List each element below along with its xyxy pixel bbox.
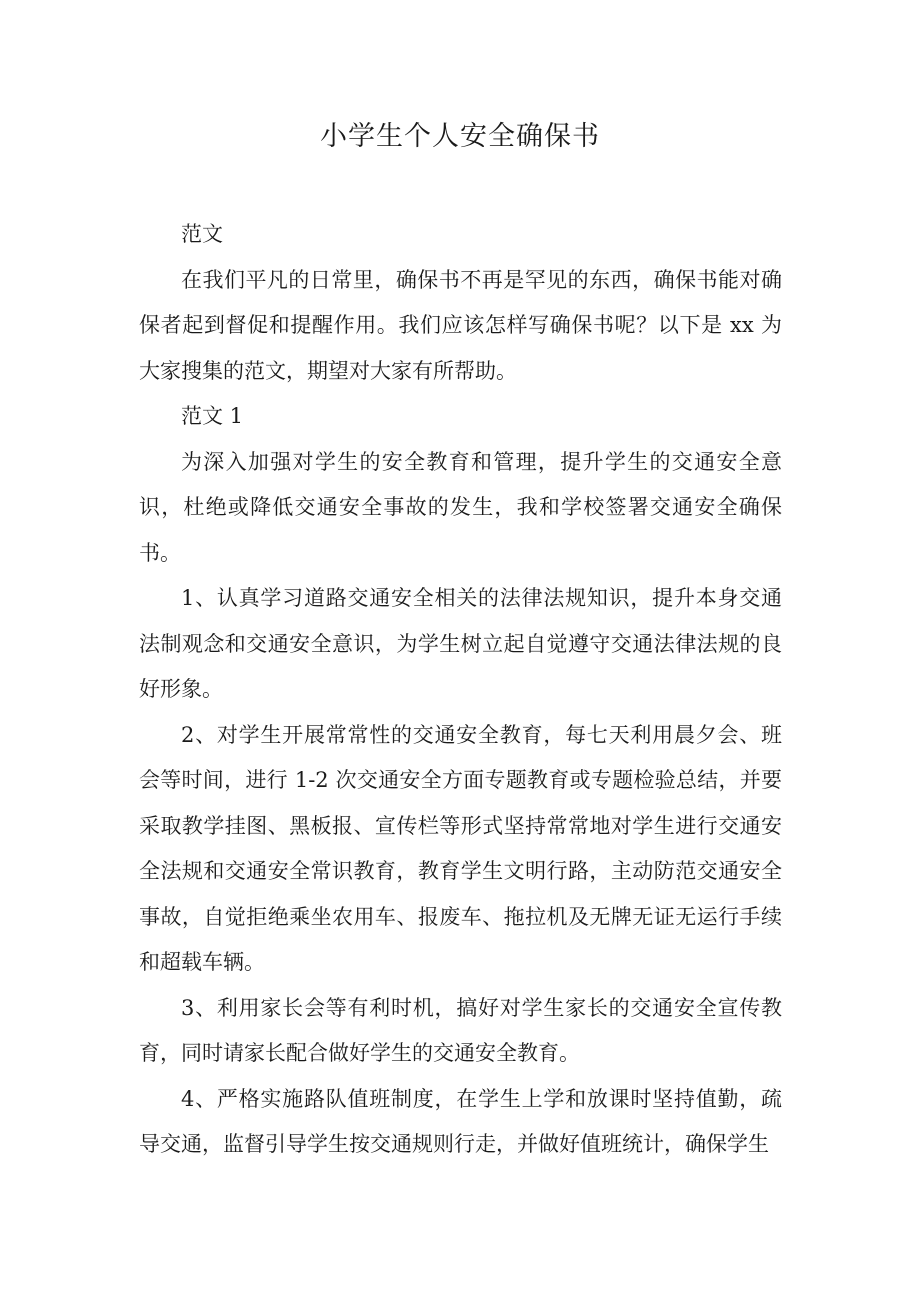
paragraph-purpose: 为深入加强对学生的安全教育和管理，提升学生的交通安全意识，杜绝或降低交通安全事故的发生，我和学校签署交通安全确保书。 (139, 449, 782, 565)
paragraph-sample-label: 范文 (181, 222, 223, 246)
paragraph-intro: 在我们平凡的日常里，确保书不再是罕见的东西，确保书能对确保者起到督促和提醒作用。我们应该怎样写确保书呢？以下是 xx 为大家搜集的范文，期望对大家有所帮助。 (139, 267, 782, 383)
paragraph-item-2: 2、对学生开展常常性的交通安全教育，每七天利用晨夕会、班会等时间，进行 1-2 次交通安全方面专题教育或专题检验总结，并要采取教学挂图、黑板报、宣传栏等形式坚持常常地对学生进行交通安全法规和交通安全常识教育，教育学生文明行路，主动防范交通安全事故，自觉拒绝乘坐农用车、报废车、拖拉机及无牌无证无运行手续和超载车辆。 (139, 722, 782, 974)
paragraph-sample-1-label: 范文 1 (181, 404, 244, 428)
paragraph-item-1: 1、认真学习道路交通安全相关的法律法规知识，提升本身交通法制观念和交通安全意识，为学生树立起自觉遵守交通法律法规的良好形象。 (139, 586, 782, 701)
document-title: 小学生个人安全确保书 (320, 121, 600, 152)
document-body (139, 212, 782, 1168)
paragraph-item-3: 3、利用家长会等有利时机，搞好对学生家长的交通安全宣传教育，同时请家长配合做好学生的交通安全教育。 (139, 995, 782, 1065)
paragraph-item-4: 4、严格实施路队值班制度，在学生上学和放课时坚持值勤，疏导交通，监督引导学生按交通规则行走，并做好值班统计，确保学生 (139, 1086, 782, 1156)
